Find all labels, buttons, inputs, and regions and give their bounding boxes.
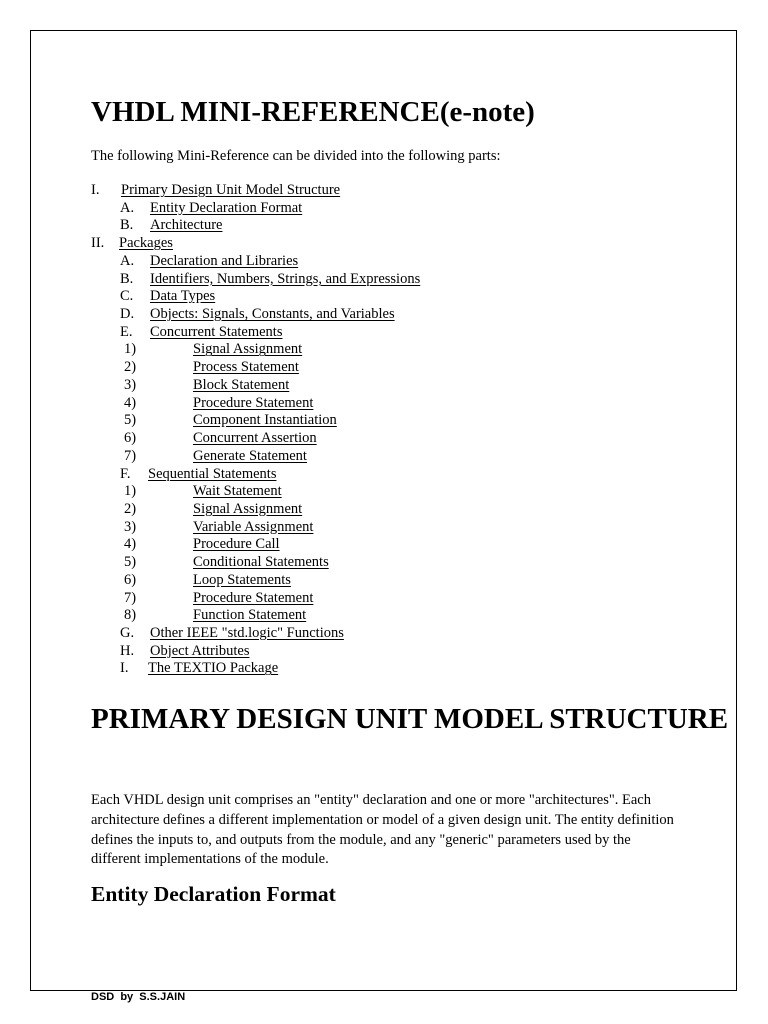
toc-marker: D. — [120, 306, 135, 323]
toc-link[interactable]: Objects: Signals, Constants, and Variables — [150, 306, 395, 323]
toc-link[interactable]: The TEXTIO Package — [148, 660, 279, 677]
toc-marker: 3) — [124, 376, 137, 393]
section-paragraph: Each VHDL design unit comprises an "entity" declaration and one or more "architectures". Each architecture defines a different implementation or model of a given design unit. The entity definition defines the inputs to, and outputs from the module, and any "generic" parameters used by the different implementations of the module. — [91, 792, 674, 868]
toc-link[interactable]: Declaration and Libraries — [150, 252, 299, 269]
toc-link[interactable]: Other IEEE "std.logic" Functions — [150, 625, 344, 641]
toc-marker: I. — [91, 182, 100, 198]
toc-marker: 5) — [124, 412, 137, 429]
toc-link[interactable]: Concurrent Statements — [150, 323, 283, 340]
document-title: VHDL MINI-REFERENCE(e-note) — [91, 96, 535, 128]
toc-marker: B. — [120, 217, 134, 234]
toc-marker: E. — [120, 323, 133, 340]
toc-marker: 7) — [124, 447, 137, 464]
toc-link[interactable]: Generate Statement — [193, 447, 307, 464]
toc-link[interactable]: Conditional Statements — [193, 554, 329, 571]
subsection-heading: Entity Declaration Format — [91, 882, 336, 906]
toc-link[interactable]: Variable Assignment — [193, 518, 314, 535]
toc-marker: 3) — [124, 518, 137, 535]
toc-marker: A. — [120, 199, 135, 216]
toc-link[interactable]: Signal Assignment — [193, 500, 303, 517]
toc-link[interactable]: Component Instantiation — [193, 412, 337, 429]
toc-marker: H. — [120, 642, 135, 659]
toc-link[interactable]: Process Statement — [193, 359, 299, 376]
toc-marker: 1) — [124, 483, 137, 500]
toc-marker: 7) — [124, 589, 137, 606]
toc-link[interactable]: Procedure Statement — [193, 589, 314, 606]
toc-link[interactable]: Signal Assignment — [193, 341, 303, 358]
toc-link[interactable]: Loop Statements — [193, 571, 291, 588]
toc-link[interactable]: Packages — [119, 235, 173, 252]
toc-marker: 6) — [124, 571, 137, 588]
section-heading: PRIMARY DESIGN UNIT MODEL STRUCTURE — [91, 703, 729, 735]
toc-marker: 2) — [124, 500, 137, 517]
toc-link[interactable]: Primary Design Unit Model Structure — [121, 182, 341, 198]
toc-marker: G. — [120, 625, 135, 641]
toc-marker: 4) — [124, 394, 137, 411]
toc-link[interactable]: Function Statement — [193, 607, 307, 624]
toc-marker: 8) — [124, 607, 137, 624]
toc-marker: 1) — [124, 341, 137, 358]
footer-author: DSD by S.S.JAIN — [91, 991, 186, 1003]
toc-marker: I. — [120, 660, 129, 677]
toc-link[interactable]: Entity Declaration Format — [150, 199, 303, 216]
toc-link[interactable]: Sequential Statements — [148, 465, 277, 482]
toc-marker: II. — [91, 235, 105, 252]
toc-marker: 5) — [124, 554, 137, 571]
toc-link[interactable]: Identifiers, Numbers, Strings, and Expressions — [150, 270, 421, 287]
toc-marker: F. — [120, 465, 131, 482]
intro-text: The following Mini-Reference can be divided into the following parts: — [91, 148, 501, 164]
toc-link[interactable]: Wait Statement — [193, 483, 282, 500]
toc-marker: 4) — [124, 536, 137, 553]
toc-link[interactable]: Architecture — [150, 217, 223, 234]
toc-link[interactable]: Block Statement — [193, 376, 290, 393]
toc-link[interactable]: Procedure Statement — [193, 394, 314, 411]
toc-link[interactable]: Concurrent Assertion — [193, 430, 317, 447]
toc-link[interactable]: Data Types — [150, 288, 216, 305]
toc-link[interactable]: Procedure Call — [193, 536, 280, 553]
toc-marker: C. — [120, 288, 134, 305]
toc-marker: B. — [120, 270, 134, 287]
toc-marker: 6) — [124, 430, 137, 447]
toc-link[interactable]: Object Attributes — [150, 642, 250, 659]
toc-marker: 2) — [124, 359, 137, 376]
toc-marker: A. — [120, 252, 135, 269]
